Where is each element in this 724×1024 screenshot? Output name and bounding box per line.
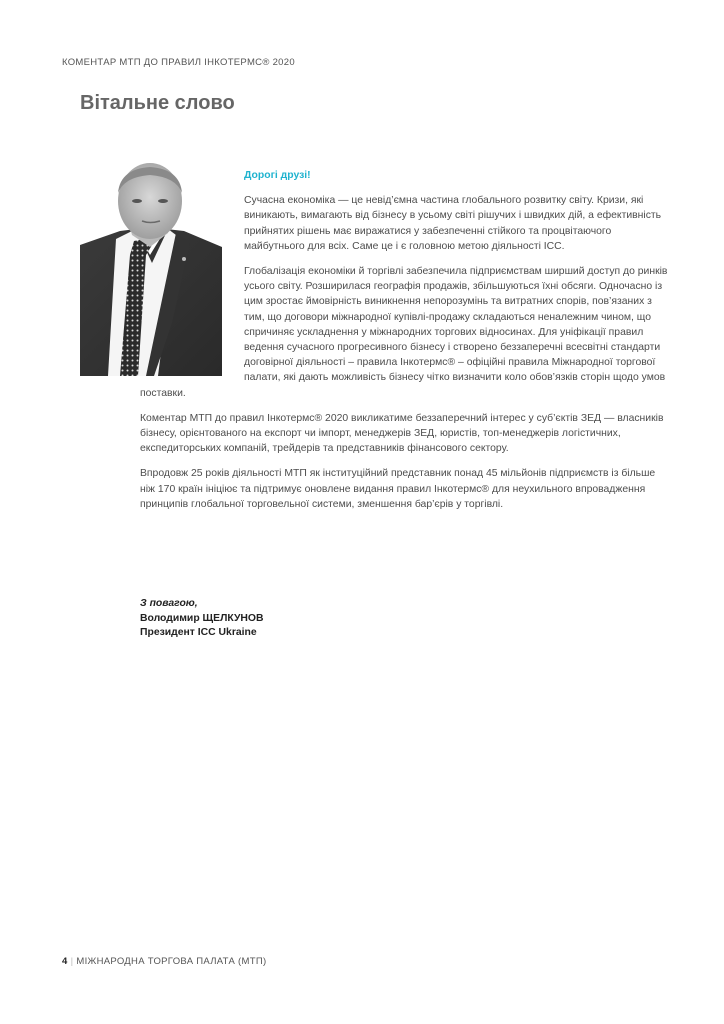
letter-body: [140, 168, 670, 522]
running-header: КОМЕНТАР МТП ДО ПРАВИЛ ІНКОТЕРМС® 2020: [62, 57, 295, 68]
page-number: 4: [62, 956, 68, 967]
signature-name: Володимир ЩЕЛКУНОВ: [140, 612, 264, 624]
letter-paragraph: Коментар МТП до правил Інкотермс® 2020 викликатиме беззаперечний інтерес у суб’єктів ЗЕД — власників бізнесу, орієнтованого на експорт чи імпорт, менеджерів ЗЕД, юристів, топ-менеджерів логістичних, експедиторських компаній, трейдерів та представників фінансового сектору.: [140, 412, 664, 455]
signature-role: Президент ICC Ukraine: [140, 627, 257, 638]
page-title: Вітальне слово: [80, 92, 235, 114]
letter-paragraph: Глобалізація економіки й торгівлі забезпечила підприємствам ширший доступ до ринків усього світу. Розширилася географія продажів, збільшуються їхні обсяги. Одночасно із цим зростає ймовірність виникнення непорозумінь та витратних спорів, пов’язаних з тим, що договори міжнародної купівлі-продажу складаються неналежним чином, що спричиняє ускладнення у міжнародних торгових відносинах. Для уніфікації правил ведення сучасного прогресивного бізнесу і створено беззаперечні всесвітні стандарти договірної діяльності – правила Інкотермс® – офіційні правила Міжнародної торгової палати, які дають можливість бізнесу чітко визначити коло обов’язків сторін щодо умов поставки.: [140, 266, 668, 399]
letter-paragraph: Впродовж 25 років діяльності МТП як інституційний представник понад 45 мільйонів підприємств із більше ніж 170 країн ініціює та підтримує оновлене видання правил Інкотермс® для неухильного впровадження принципів глобальної торговельної системи, зменшення бар’єрів у торгівлі.: [140, 468, 656, 510]
page-footer: [62, 956, 266, 967]
letter-paragraph: Сучасна економіка — це невід’ємна частина глобального розвитку світу. Кризи, які виникають, вимагають від бізнесу в усьому світі рішучих і швидких дій, а ефективність прийнятих рішень має виражатися у забезпеченні стійкого та процвітаючого майбутнього для всіх. Саме це і є головною метою діяльності ICC.: [244, 195, 662, 252]
footer-separator: |: [70, 956, 74, 967]
greeting: Дорогі друзі!: [244, 170, 311, 181]
portrait-wrap-space: [140, 168, 244, 382]
signature-closing: З повагою,: [140, 598, 198, 609]
signature-block: [140, 597, 264, 641]
footer-organization: МІЖНАРОДНА ТОРГОВА ПАЛАТА (МТП): [76, 956, 267, 967]
